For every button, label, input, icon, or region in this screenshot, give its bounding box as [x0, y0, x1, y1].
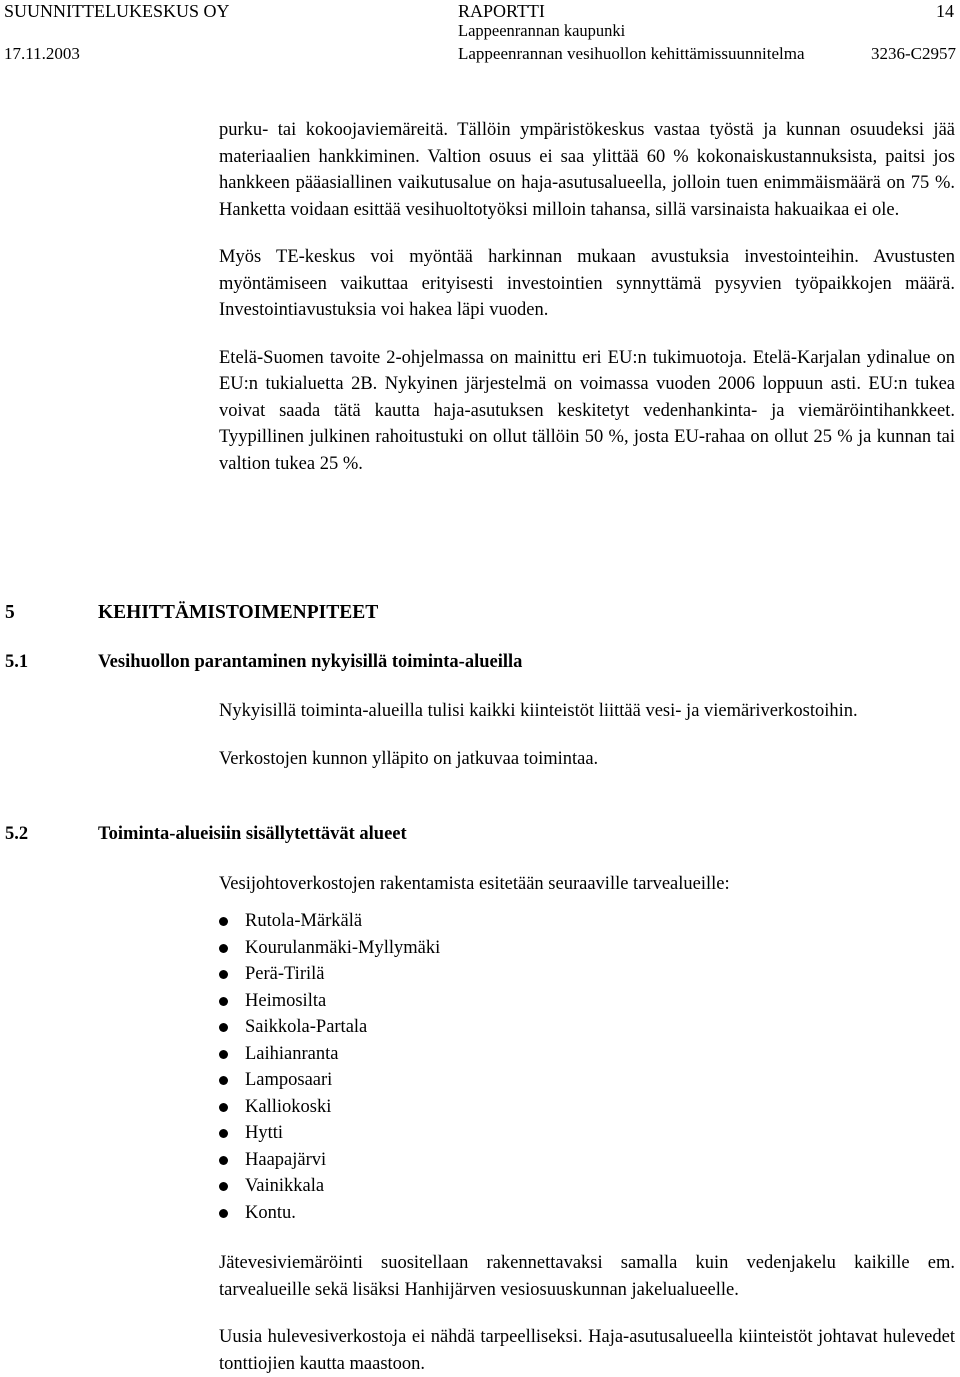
paragraph-eu-support: Etelä-Suomen tavoite 2-ohjelmassa on mainittu eri EU:n tukimuotoja. Etelä-Karjalan ydinalue on EU:n tukialuetta 2B. Nykyinen järjestelmä on voimassa vuoden 2006 loppuun asti. EU:n tukea voivat saada tätä kautta haja-asutuksen keskitetyt vedenhankinta- ja viemäröintihankkeet. Tyypillinen julkinen rahoitustuki on ollut tällöin 50 %, josta EU-rahaa on ollut 25 % ja kunnan tai valtion tukea 25 %. — [219, 347, 955, 474]
list-item — [219, 1200, 440, 1227]
bullet-icon — [219, 970, 228, 979]
area-list — [219, 908, 440, 1226]
list-item — [219, 935, 440, 962]
project-code: 3236-C2957 — [871, 44, 956, 63]
section-number: 5.1 — [5, 652, 29, 672]
bullet-icon — [219, 1209, 228, 1218]
list-item — [219, 1014, 440, 1041]
area-name: Vainikkala — [245, 1176, 325, 1196]
client-name: Lappeenrannan kaupunki — [458, 21, 626, 40]
bullet-icon — [219, 1023, 228, 1032]
bullet-icon — [219, 1182, 228, 1191]
list-item — [219, 1147, 440, 1174]
paragraph-stormwater: Uusia hulevesiverkostoja ei nähdä tarpeelliseksi. Haja-asutusalueella kiinteistöt johtavat hulevedet tonttiojien kautta maastoon. — [219, 1327, 955, 1374]
report-date: 17.11.2003 — [4, 44, 80, 63]
bullet-icon — [219, 1050, 228, 1059]
section-5-1-body — [219, 698, 955, 772]
list-item — [219, 908, 440, 935]
list-item — [219, 1173, 440, 1200]
area-name: Hytti — [245, 1123, 284, 1143]
page-number: 14 — [936, 1, 954, 21]
section-title: KEHITTÄMISTOIMENPITEET — [98, 602, 379, 623]
list-item — [219, 1041, 440, 1068]
area-name: Perä-Tirilä — [245, 964, 325, 984]
bullet-icon — [219, 997, 228, 1006]
paragraph-network-maintenance: Verkostojen kunnon ylläpito on jatkuvaa toimintaa. — [219, 748, 599, 769]
bullet-icon — [219, 917, 228, 926]
area-name: Rutola-Märkälä — [245, 911, 363, 931]
bullet-icon — [219, 944, 228, 953]
list-item — [219, 961, 440, 988]
section-title: Toiminta-alueisiin sisällytettävät alueet — [98, 824, 407, 844]
paragraph-funding-state-share: purku- tai kokoojaviemäreitä. Tällöin ympäristökeskus vastaa työstä ja kunnan osuudeksi jää materiaalien hankkiminen. Valtion osuus ei saa ylittää 60 % kokonaiskustannuksista, paitsi jos hankkeen pääasiallinen vaikutusalue on haja-asutusalueella, jolloin tuen enimmäismäärä on 75 %. Hanketta voidaan esittää vesihuoltotyöksi milloin tahansa, sillä varsinaista hakuaikaa ei ole. — [219, 120, 955, 220]
section-5-2-intro: Vesijohtoverkostojen rakentamista esitetään seuraaville tarvealueille: — [219, 874, 730, 894]
project-name: Lappeenrannan vesihuollon kehittämissuunnitelma — [458, 44, 805, 63]
section-5-2-heading — [5, 822, 407, 846]
list-item — [219, 988, 440, 1015]
paragraph-te-keskus: Myös TE-keskus voi myöntää harkinnan mukaan avustuksia investointeihin. Avustusten myöntämiseen vaikuttaa erityisesti investointien synnyttämä pysyvien työpaikkojen määrä. Investointiavustuksia voi hakea läpi vuoden. — [219, 247, 955, 320]
area-name: Lamposaari — [245, 1070, 333, 1090]
section-5-heading — [5, 601, 378, 625]
area-name: Kontu. — [245, 1202, 296, 1223]
paragraph-sewerage: Jätevesiviemäröinti suositellaan rakennettavaksi samalla kuin vedenjakelu kaikille em. tarvealueille sekä lisäksi Hanhijärven vesiosuuskunnan jakelualueelle. — [219, 1253, 955, 1300]
area-name: Heimosilta — [245, 990, 327, 1011]
section-5-2-body — [219, 1250, 955, 1377]
list-item — [219, 1094, 440, 1121]
section-5-1-heading — [5, 650, 522, 674]
area-name: Saikkola-Partala — [245, 1017, 368, 1037]
bullet-icon — [219, 1103, 228, 1112]
section-number: 5 — [5, 602, 15, 623]
list-item — [219, 1067, 440, 1094]
company-name: SUUNNITTELUKESKUS OY — [4, 1, 230, 21]
section-number: 5.2 — [5, 824, 29, 844]
area-name: Kalliokoski — [245, 1096, 332, 1117]
document-type: RAPORTTI — [458, 1, 545, 21]
list-item — [219, 1120, 440, 1147]
bullet-icon — [219, 1129, 228, 1138]
area-name: Kourulanmäki-Myllymäki — [245, 937, 441, 958]
paragraph-connect-properties: Nykyisillä toiminta-alueilla tulisi kaikki kiinteistöt liittää vesi- ja viemäriverkostoihin. — [219, 701, 858, 721]
bullet-icon — [219, 1076, 228, 1085]
area-name: Haapajärvi — [245, 1149, 327, 1170]
section-title: Vesihuollon parantaminen nykyisillä toiminta-alueilla — [98, 652, 523, 672]
area-name: Laihianranta — [245, 1043, 339, 1064]
bullet-icon — [219, 1156, 228, 1165]
funding-paragraphs — [219, 117, 955, 477]
